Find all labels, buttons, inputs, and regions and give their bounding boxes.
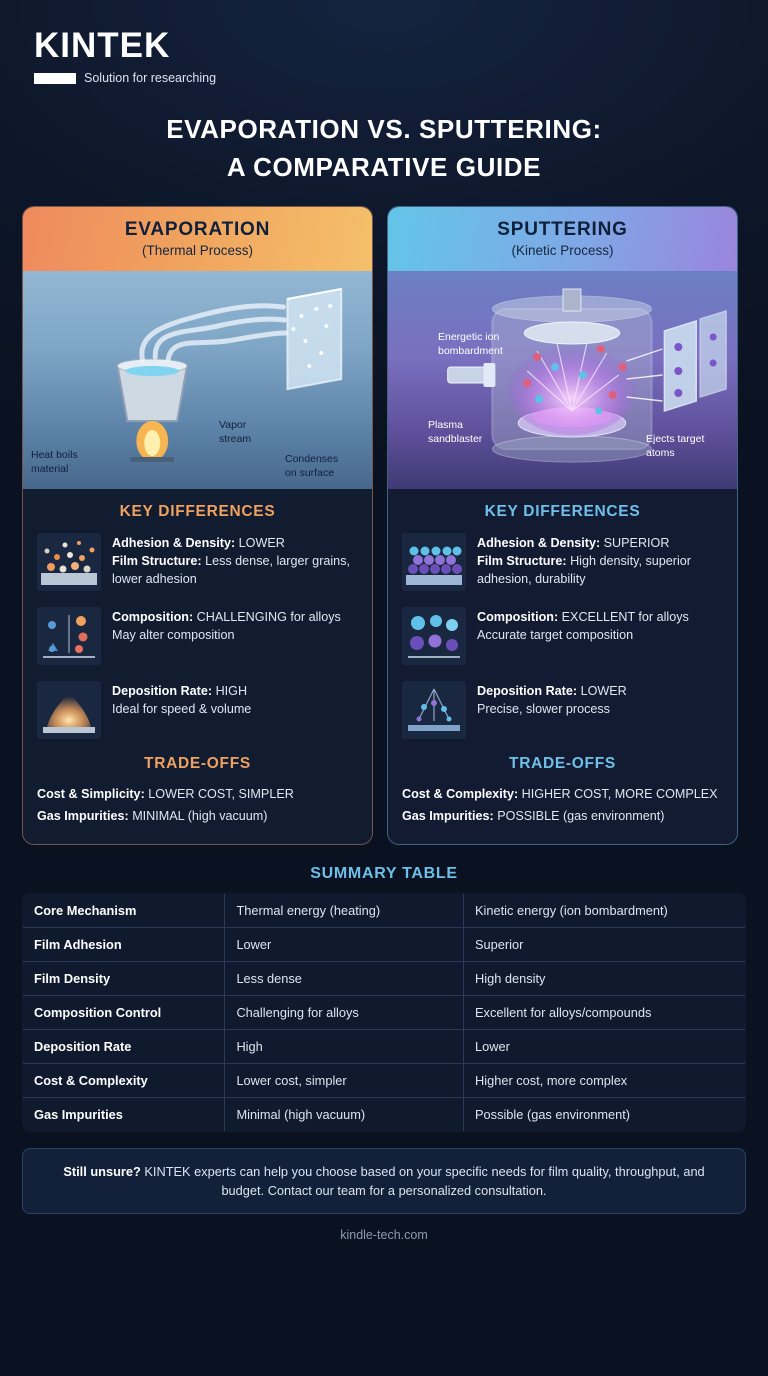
evaporation-tradeoff-gas: [37, 807, 358, 825]
row-criterion: Cost & Complexity: [23, 1063, 225, 1097]
sputtering-rate-note: Precise, slower process: [477, 702, 610, 717]
vapor-plume-icon: [37, 681, 101, 739]
sputtering-heading: SPUTTERING: [497, 219, 628, 241]
evaporation-structure-value: Less dense, larger grains, lower adhesion: [112, 554, 350, 587]
page-title-line1: EVAPORATION VS. SPUTTERING:: [166, 114, 602, 144]
evaporation-feature-composition: [37, 607, 358, 665]
evaporation-tradeoff-gas-value: MINIMAL (high vacuum): [132, 808, 268, 823]
brand-tagline: Solution for researching: [84, 71, 217, 85]
evaporation-card: [22, 206, 373, 845]
evaporation-rate-label: Deposition Rate:: [112, 684, 216, 699]
sputtering-feature-composition: [402, 607, 723, 665]
evaporation-body: [23, 489, 372, 844]
sputtering-tradeoff-cost-value: HIGHER COST, MORE COMPLEX: [521, 787, 718, 802]
scattered-particles-on-substrate-icon: [37, 533, 101, 591]
evaporation-adhesion-value: LOWER: [238, 536, 285, 551]
cta-text: KINTEK experts can help you choose based on your specific needs for film quality, throughput, and budget. Contact our team for a personalized consultation.: [144, 1163, 705, 1199]
evaporation-tradeoff-gas-label: Gas Impurities:: [37, 808, 133, 823]
sputtering-rate-label: Deposition Rate:: [477, 684, 581, 699]
row-evaporation: Thermal energy (heating): [225, 893, 464, 927]
table-row: [23, 995, 746, 1029]
row-criterion: Film Density: [23, 961, 225, 995]
row-sputtering: Possible (gas environment): [464, 1097, 746, 1131]
row-evaporation: Challenging for alloys: [225, 995, 464, 1029]
evaporation-tradeoff-cost-label: Cost & Simplicity:: [37, 787, 149, 802]
sputtering-tradeoff-cost: [402, 785, 723, 803]
brand-name: KINTEK: [34, 26, 171, 65]
evaporation-illustration: [23, 271, 372, 489]
evaporation-composition-label: Composition:: [112, 610, 197, 625]
mixed-composition-icon: [37, 607, 101, 665]
page-title-line2: A COMPARATIVE GUIDE: [226, 151, 542, 182]
table-row: [23, 1063, 746, 1097]
brand-subline: [34, 71, 746, 85]
sputtering-tradeoff-gas: [402, 807, 723, 825]
comparison-columns: [22, 206, 746, 845]
sputtering-feature-adhesion-text: [477, 533, 723, 589]
evaporation-adhesion-label: Adhesion & Density:: [112, 536, 239, 551]
sputtering-card: [387, 206, 738, 845]
row-evaporation: High: [225, 1029, 464, 1063]
sputtering-illustration: [388, 271, 737, 489]
sputtering-feature-rate-text: [477, 681, 627, 719]
sputtering-composition-note: Accurate target composition: [477, 628, 634, 643]
evaporation-feature-adhesion: [37, 533, 358, 591]
evaporation-label-condense: Condenses on surface: [285, 453, 339, 479]
page-title: [22, 111, 746, 186]
sputtering-feature-adhesion: [402, 533, 723, 591]
sputtering-subheading: (Kinetic Process): [511, 243, 614, 259]
sputtering-feature-composition-text: [477, 607, 689, 645]
dense-packed-particles-icon: [402, 533, 466, 591]
evaporation-structure-label: Film Structure:: [112, 554, 206, 569]
sputtering-tradeoffs-title: TRADE-OFFS: [509, 755, 616, 773]
sputtering-composition-label: Composition:: [477, 610, 562, 625]
evaporation-tradeoff-cost: [37, 785, 358, 803]
table-row: [23, 1029, 746, 1063]
summary-table: [22, 893, 746, 1132]
row-sputtering: Superior: [464, 927, 746, 961]
row-criterion: Deposition Rate: [23, 1029, 225, 1063]
evaporation-feature-rate: [37, 681, 358, 739]
sputtering-body: [388, 489, 737, 844]
sparse-particle-flux-icon: [402, 681, 466, 739]
evaporation-feature-composition-text: [112, 607, 341, 645]
table-row: [23, 893, 746, 927]
sputtering-tradeoff-gas-value: POSSIBLE (gas environment): [497, 808, 665, 823]
evaporation-label-heat: Heat boils material: [31, 449, 78, 475]
table-row: [23, 927, 746, 961]
row-evaporation: Less dense: [225, 961, 464, 995]
row-criterion: Film Adhesion: [23, 927, 225, 961]
row-evaporation: Lower cost, simpler: [225, 1063, 464, 1097]
sputtering-tradeoff-gas-label: Gas Impurities:: [402, 808, 498, 823]
sputtering-key-differences-title: KEY DIFFERENCES: [484, 503, 641, 521]
site-url: kindle-tech.com: [340, 1228, 428, 1243]
sputtering-card-header: [388, 207, 737, 271]
evaporation-card-header: [23, 207, 372, 271]
sputtering-tradeoff-cost-label: Cost & Complexity:: [402, 787, 522, 802]
evaporation-tradeoffs-title: TRADE-OFFS: [144, 755, 251, 773]
row-criterion: Core Mechanism: [23, 893, 225, 927]
sputtering-label-plasma: Plasma sandblaster: [428, 419, 483, 445]
uniform-composition-icon: [402, 607, 466, 665]
row-sputtering: Kinetic energy (ion bombardment): [464, 893, 746, 927]
cta-lead: Still unsure?: [63, 1163, 145, 1179]
table-row: [23, 1097, 746, 1131]
row-evaporation: Lower: [225, 927, 464, 961]
evaporation-rate-value: HIGH: [215, 684, 248, 699]
evaporation-composition-note: May alter composition: [112, 628, 235, 643]
evaporation-feature-adhesion-text: [112, 533, 358, 589]
brand-block: [22, 0, 746, 85]
evaporation-tradeoffs: [37, 785, 358, 825]
table-row: [23, 961, 746, 995]
sputtering-composition-value: EXCELLENT for alloys: [561, 610, 689, 625]
row-sputtering: Excellent for alloys/compounds: [464, 995, 746, 1029]
sputtering-adhesion-value: SUPERIOR: [603, 536, 670, 551]
evaporation-tradeoff-cost-value: LOWER COST, SIMPLER: [148, 787, 294, 802]
evaporation-key-differences-title: KEY DIFFERENCES: [119, 503, 276, 521]
sputtering-adhesion-label: Adhesion & Density:: [477, 536, 604, 551]
sputtering-label-ion: Energetic ion bombardment: [438, 331, 503, 357]
evaporation-feature-rate-text: [112, 681, 251, 719]
sputtering-label-eject: Ejects target atoms: [646, 433, 705, 459]
row-criterion: Gas Impurities: [23, 1097, 225, 1131]
evaporation-subheading: (Thermal Process): [141, 243, 254, 259]
row-sputtering: High density: [464, 961, 746, 995]
row-evaporation: Minimal (high vacuum): [225, 1097, 464, 1131]
evaporation-heading: EVAPORATION: [124, 219, 271, 241]
sputtering-feature-rate: [402, 681, 723, 739]
sputtering-tradeoffs: [402, 785, 723, 825]
brand-bar-icon: [34, 73, 76, 84]
row-sputtering: Lower: [464, 1029, 746, 1063]
summary-table-title: SUMMARY TABLE: [310, 864, 458, 882]
evaporation-composition-value: CHALLENGING for alloys: [196, 610, 341, 625]
cta-box: [22, 1148, 746, 1214]
sputtering-structure-value: High density, superior adhesion, durability: [477, 554, 691, 587]
evaporation-rate-note: Ideal for speed & volume: [112, 702, 252, 717]
row-sputtering: Higher cost, more complex: [464, 1063, 746, 1097]
row-criterion: Composition Control: [23, 995, 225, 1029]
sputtering-structure-label: Film Structure:: [477, 554, 571, 569]
sputtering-rate-value: LOWER: [580, 684, 627, 699]
evaporation-label-vapor: Vapor stream: [219, 419, 252, 445]
